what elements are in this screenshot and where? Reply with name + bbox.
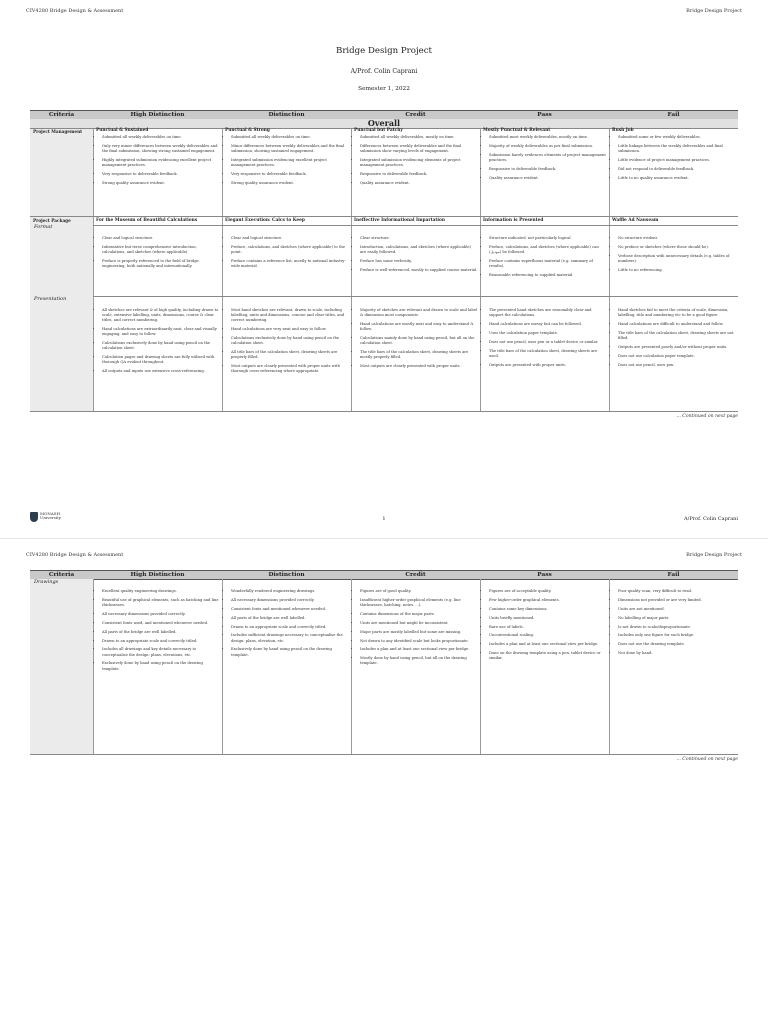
col-criteria: Criteria [48,572,75,578]
list-item: • Clear and logical structure. [102,236,220,241]
list-item: • Most outputs are clearly presented with proper units. [360,364,478,369]
list-item: • Rare use of labels. [489,625,607,630]
list-item: • Submitted all weekly deliverables, mostly on time. [360,135,478,140]
list-item: • Figures are of good quality. [360,589,478,594]
list-item: • Figures are of acceptable quality. [489,589,607,594]
list-item: • Few higher-order graphical elements. [489,598,607,603]
list-item: • Calculation pages and drawing sheets are fully utilised with thorough QA evident throughout. [102,355,220,365]
header-project: Bridge Design Project [686,552,742,558]
pm-hd-cell [96,135,220,190]
pkg-f-title: Waffle Ad Nauseam [612,218,659,223]
list-item: • Not drawn to any identified scale but looks proportionate. [360,639,478,644]
criteria-column [30,579,93,755]
list-item: • Preface contains superfluous material (e.g. summary of results). [489,259,607,269]
document-author: A/Prof. Colin Caprani [350,68,418,75]
criterion-project-package: Project Package [33,218,71,223]
list-item: • Includes sufficient drawings necessary to conceptualise the design: plans, elevation, etc. [231,633,349,643]
col-credit: Credit [405,572,426,578]
document-semester: Semester 1, 2022 [358,86,410,92]
page-number: 1 [382,516,386,522]
list-item: • Poor quality scan, very difficult to read. [618,589,736,594]
list-item: • All outputs and inputs use extensive cross-referencing. [102,369,220,374]
subcriterion-format: Format [34,224,53,230]
list-item: • Hand calculations are extraordinarily neat, clear and visually engaging, and easy to follow. [102,327,220,337]
list-item: • Drawn to an appropriate scale and correctly titled. [231,625,349,630]
list-item: • Minor differences between weekly deliverables and the final submission, showing sustained engagement. [231,144,349,154]
list-item: • Outputs are presented poorly and/or without proper units. [618,345,736,350]
list-item: • Mostly done by hand using pencil, but all on the drawing template. [360,656,478,666]
running-header [26,552,742,558]
list-item: • Units are not mentioned. [618,607,736,612]
list-item: • Contains some key dimensions. [489,607,607,612]
list-item: • Responsive to deliverable feedback. [489,167,607,172]
pm-f-cell [612,135,736,185]
pm-c-cell [354,135,478,190]
col-pass: Pass [537,112,552,118]
list-item: • Highly integrated submission evidencing excellent project management practices. [102,158,220,168]
list-item: • Quality assurance evident. [360,181,478,186]
overall-banner: Overall [30,119,738,129]
list-item: • Little evidence of project management practices. [618,158,736,163]
pm-f-title: Rush Job [612,128,634,133]
list-item: • Preface, calculations, and sketches (where applicable) to the point. [231,245,349,255]
drawings-f-cell [612,589,736,660]
list-item: • Informative but terse comprehensive introduction, calculations, and sketches (where applicable). [102,245,220,255]
format-f-cell [612,236,736,277]
list-item: • Integrated submission evidencing excellent project management practices. [231,158,349,168]
list-item: • Majority of sketches are relevant and drawn to scale and label & dimension most components. [360,308,478,318]
list-item: • Exclusively done by hand using pencil on the drawing template. [102,661,220,671]
list-item: • Clear structure. [360,236,478,241]
list-item: • Consistent fonts used, and mentioned whenever needed. [102,621,220,626]
list-item: • All necessary dimensions provided correctly. [231,598,349,603]
list-item: • Hand sketches fail to meet the criteria of scale, dimension, labelling, title and numbering etc to be a good figure. [618,308,736,318]
format-c-cell [354,236,478,277]
col-fail: Fail [667,572,680,578]
list-item: • The title bars of the calculation sheet, drawing sheets are used. [489,349,607,359]
drawings-p-cell [483,589,607,665]
list-item: • All sketches are relevant & of high quality, including drawn to scale, extensive labelling, units, dimensions, course & clear titles, and correct numbering. [102,308,220,323]
list-item: • Units are mentioned but might be inconsistent. [360,621,478,626]
list-item: • Hand calculations are very neat and easy to follow. [231,327,349,332]
list-item: • All necessary dimensions provided correctly. [102,612,220,617]
list-item: • Does not use pencil, uses pen or a tablet device or similar. [489,340,607,345]
list-item: • Differences between weekly deliverables and the final submission show varying levels of engagement. [360,144,478,154]
list-item: • Uses the calculation paper template. [489,331,607,336]
list-item: • Exclusively done by hand using pencil on the drawing template. [231,647,349,657]
list-item: • Does not use calculation paper template. [618,354,736,359]
list-item: • Submission barely evidences elements of project management practices. [489,153,607,163]
list-item: • No structure evident. [618,236,736,241]
presentation-p-cell [483,308,607,372]
list-item: • Submitted most weekly deliverables, mostly on time. [489,135,607,140]
list-item: • Wonderfully rendered engineering drawings. [231,589,349,594]
list-item: • Preface contains a reference list, mostly to national industry-wide material. [231,259,349,269]
criterion-project-management: Project Management [33,129,83,134]
list-item: • No preface or sketches (where these should be). [618,245,736,250]
list-item: • Integrated submission evidencing elements of project management practices. [360,158,478,168]
list-item: • Calculations exclusively done by hand using pencil on the calculation sheet. [102,341,220,351]
list-item: • Not done by hand. [618,651,736,656]
criteria-column [30,129,93,412]
running-header [26,8,742,14]
list-item: • Includes a plan and at least one sectional view per bridge. [360,647,478,652]
subcriterion-drawings: Drawings [34,579,59,585]
list-item: • Hand calculations are difficult to understand and follow. [618,322,736,327]
list-item: • Calculations exclusively done by hand using pencil on the calculation sheet. [231,336,349,346]
header-course: CIV4280 Bridge Design & Assessment [26,552,124,558]
format-p-cell [483,236,607,282]
col-distinction: Distinction [268,572,305,578]
list-item: • Little to no quality assurance evident. [618,176,736,181]
list-item: • Calculations mainly done by hand using pencil, but all on the calculation sheet. [360,336,478,346]
continued-note: ... Continued on next page [676,414,738,419]
list-item: • Excellent quality engineering drawings. [102,589,220,594]
list-item: • Introduction, calculations, and sketches (where applicable) are easily followed. [360,245,478,255]
list-item: • Little linkage between the weekly deliverables and final submission. [618,144,736,154]
list-item: • Units briefly mentioned. [489,616,607,621]
list-item: • Preface, calculations, and sketches (where applicable) can (موديل) be followed. [489,245,607,255]
page-2 [0,538,768,1025]
pkg-hd-title: For the Museum of Beautiful Calculations [96,218,198,223]
rubric-table-continued [30,570,738,755]
pkg-d-title: Elegant Execution: Calcs to Keep [225,218,305,223]
col-credit: Credit [405,112,426,118]
list-item: • Reasonable referencing to supplied material. [489,273,607,278]
list-item: • All parts of the bridge are well labelled. [102,630,220,635]
list-item: • Submitted some or few weekly deliverables. [618,135,736,140]
list-item: • No labelling of major parts. [618,616,736,621]
list-item: • Consistent fonts and mentioned whenever needed. [231,607,349,612]
list-item: • Is not drawn to scale/disproportionate. [618,625,736,630]
list-item: • Contains dimensions of the major parts. [360,612,478,617]
list-item: • All title bars of the calculation sheet, drawing sheets are properly filled. [231,350,349,360]
pm-c-title: Punctual but Patchy [354,128,403,133]
presentation-c-cell [354,308,478,373]
list-item: • Most hand sketches are relevant, drawn to scale, including labelling, units and dimensions, concise and clear titles, and correct numbering. [231,308,349,323]
list-item: • Majority of weekly deliverables as per final submission. [489,144,607,149]
list-item: • All parts of the bridge are well labelled. [231,616,349,621]
col-pass: Pass [537,572,552,578]
subcriterion-presentation: Presentation [34,296,67,302]
list-item: • The presented hand sketches are reasonably clear and support the calculations. [489,308,607,318]
list-item: • Very responsive to deliverable feedback. [231,172,349,177]
list-item: • Does not use the drawing template. [618,642,736,647]
list-item: • Strong quality assurance evident. [231,181,349,186]
list-item: • Does not use pencil, uses pen. [618,363,736,368]
col-high-distinction: High Distinction [130,112,185,118]
list-item: • Includes all drawings and key details necessary to conceptualise the design: plans, elevations, etc. [102,647,220,657]
document-title: Bridge Design Project [336,46,432,56]
col-criteria: Criteria [48,112,75,118]
list-item: • Hand calculations are mostly neat and easy to understand & follow. [360,322,478,332]
logo-text: MONASH University [40,511,61,520]
list-item: • Preface is properly referenced to the field of bridge engineering, both nationally and internationally. [102,259,220,269]
list-item: • Only very minor differences between weekly deliverables and the final submission, showing strong sustained engagement. [102,144,220,154]
pkg-p-title: Information is Presented [483,218,544,223]
drawings-d-cell [225,589,349,661]
pm-p-title: Mostly Punctual & Relevant [483,128,551,133]
format-d-cell [225,236,349,273]
rubric-table [30,110,738,412]
pm-d-cell [225,135,349,190]
list-item: • Most outputs are clearly presented with proper units with thorough cross-referencing where appropriate. [231,364,349,374]
pm-d-title: Punctual & Strong [225,128,270,133]
list-item: • Beautiful use of graphical elements, such as hatching and line thicknesses. [102,598,220,608]
list-item: • Clear and logical structure. [231,236,349,241]
pm-hd-title: Punctual & Sustained [96,128,149,133]
list-item: • Insufficient higher-order graphical elements (e.g. line thicknesses, hatching, notes, ...). [360,598,478,608]
list-item: • Strong quality assurance evident. [102,181,220,186]
presentation-d-cell [225,308,349,378]
header-project: Bridge Design Project [686,8,742,14]
list-item: • Includes only one figure for each bridge. [618,633,736,638]
format-hd-cell [96,236,220,273]
list-item: • Did not respond to deliverable feedback. [618,167,736,172]
list-item: • Dimensions not provided or are very limited. [618,598,736,603]
drawings-hd-cell [96,589,220,675]
pm-p-cell [483,135,607,185]
list-item: • Verbose description with unnecessary details (e.g. tables of numbers). [618,254,736,264]
pkg-c-title: Ineffective Informational Impartation [354,218,446,223]
list-item: • Hand calculations are messy but can be followed. [489,322,607,327]
list-item: • Quality assurance evident. [489,176,607,181]
list-item: • Responsive to deliverable feedback. [360,172,478,177]
col-distinction: Distinction [268,112,305,118]
list-item: • Preface is well-referenced, mostly to supplied course material. [360,268,478,273]
presentation-hd-cell [96,308,220,378]
continued-note: ... Continued on next page [676,757,738,762]
drawings-c-cell [354,589,478,670]
list-item: • Structure indicated, not particularly logical. [489,236,607,241]
col-fail: Fail [667,112,680,118]
list-item: • Unconventional scaling. [489,633,607,638]
list-item: • Major parts are mostly labelled but some are missing. [360,630,478,635]
list-item: • Submitted all weekly deliverables on time. [102,135,220,140]
footer-author: A/Prof. Colin Caprani [684,516,738,522]
list-item: • The title bars of the calculation sheet, drawing sheets are mostly properly filled. [360,350,478,360]
list-item: • Drawn to an appropriate scale and correctly titled. [102,639,220,644]
list-item: • Preface has some verbosity. [360,259,478,264]
presentation-f-cell [612,308,736,372]
list-item: • Includes a plan and at least one sectional view per bridge. [489,642,607,647]
col-high-distinction: High Distinction [130,572,185,578]
column-header-row [30,570,738,580]
list-item: • Submitted all weekly deliverables on time. [231,135,349,140]
list-item: • Done on the drawing template using a pen, tablet device or similar. [489,651,607,661]
list-item: • Little to no referencing. [618,268,736,273]
list-item: • The title bars of the calculation sheet, drawing sheets are not filled. [618,331,736,341]
list-item: • Outputs are presented with proper units. [489,363,607,368]
header-course: CIV4280 Bridge Design & Assessment [26,8,124,14]
list-item: • Very responsive to deliverable feedback. [102,172,220,177]
